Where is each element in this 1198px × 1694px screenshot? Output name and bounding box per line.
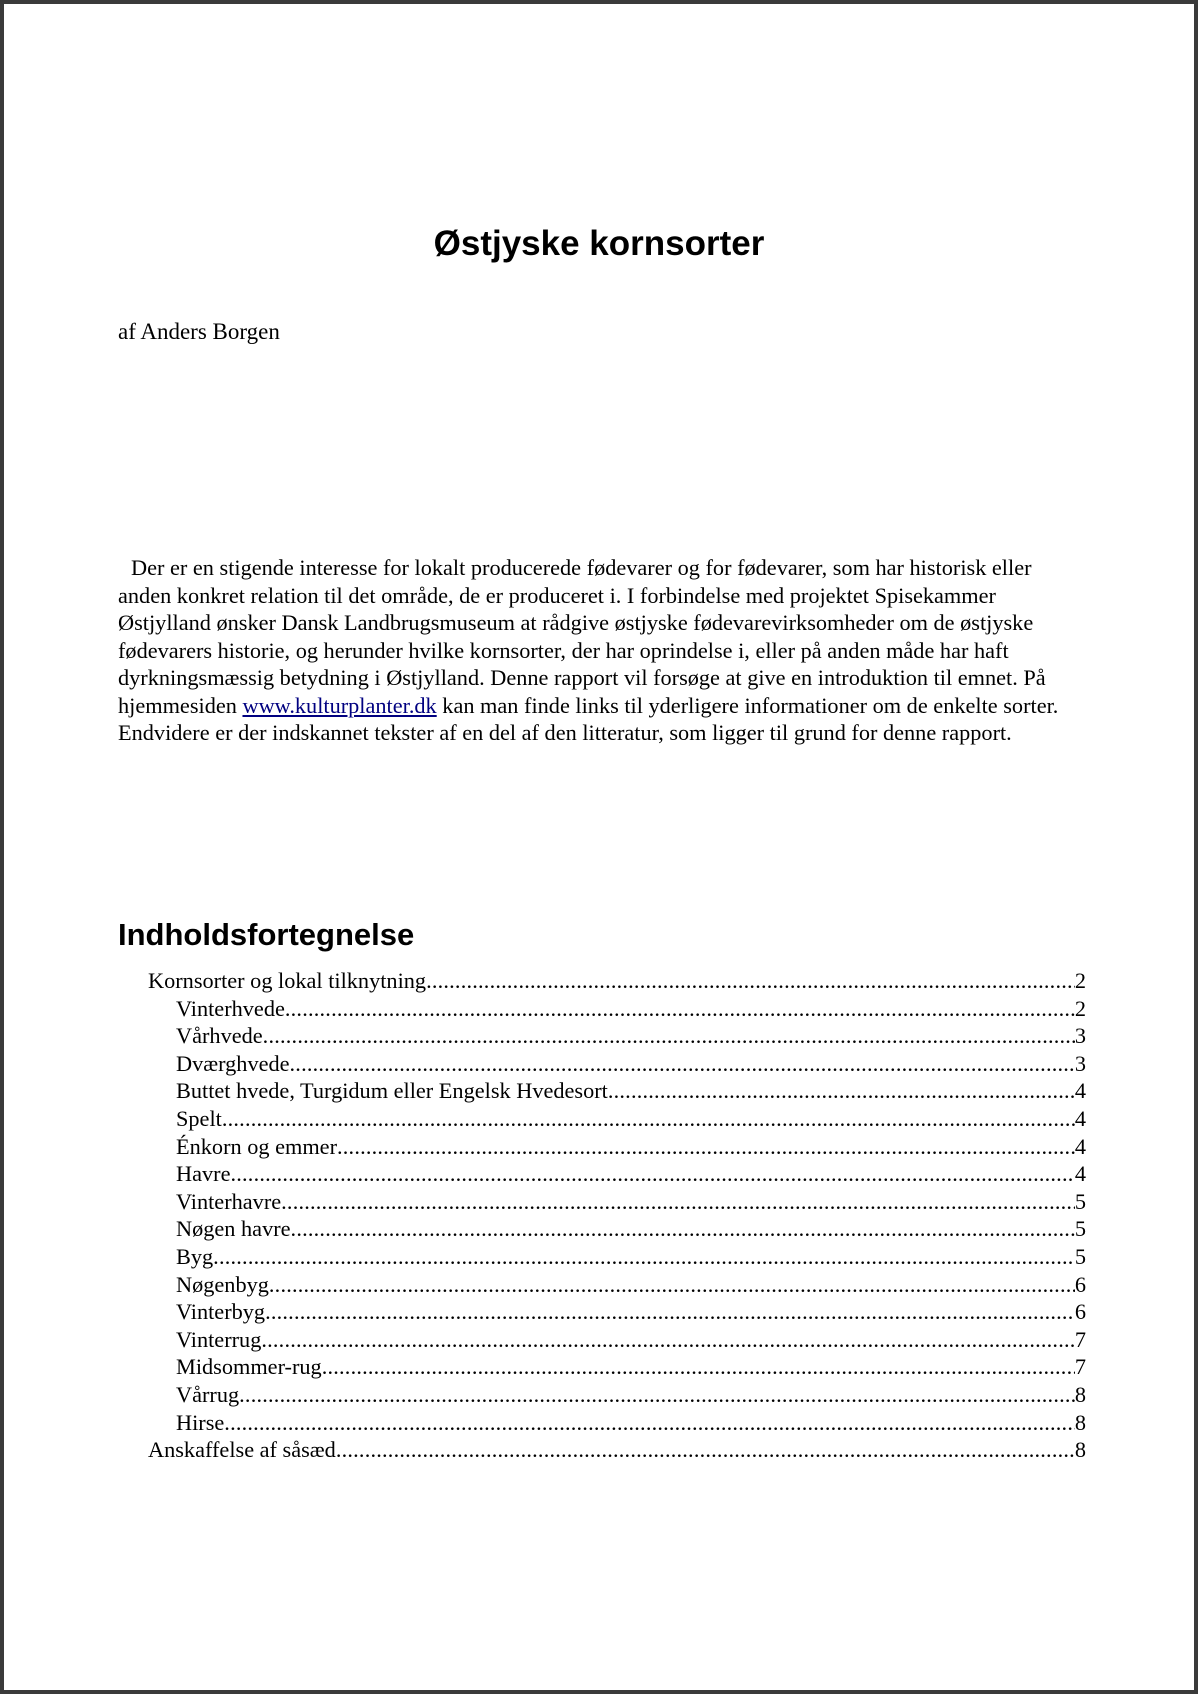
toc-leader-dots: [239, 1381, 1075, 1409]
toc-entry[interactable]: [118, 1022, 1086, 1050]
toc-leader-dots: [291, 1215, 1075, 1243]
table-of-contents: [118, 967, 1086, 1464]
toc-leader-dots: [261, 1326, 1074, 1354]
toc-leader-dots: [608, 1077, 1075, 1105]
toc-entry-title: Havre: [176, 1161, 231, 1187]
toc-entry[interactable]: [118, 1077, 1086, 1105]
toc-entry[interactable]: [118, 1160, 1086, 1188]
toc-page-number: 2: [1074, 968, 1086, 993]
toc-entry[interactable]: [118, 995, 1086, 1023]
toc-leader-dots: [290, 1050, 1075, 1078]
toc-page-number: 5: [1074, 1216, 1086, 1242]
toc-page-number: 8: [1074, 1437, 1086, 1463]
toc-entry-title: Hirse: [176, 1409, 225, 1435]
toc-leader-dots: [426, 967, 1075, 995]
toc-leader-dots: [336, 1436, 1075, 1464]
toc-entry[interactable]: [118, 1188, 1086, 1216]
toc-entry-title: Nøgenbyg: [176, 1271, 269, 1297]
toc-page-number: 5: [1074, 1188, 1086, 1214]
intro-paragraph: [118, 554, 1078, 747]
toc-leader-dots: [265, 1298, 1075, 1326]
toc-page-number: 8: [1074, 1381, 1086, 1407]
toc-entry[interactable]: [118, 967, 1086, 995]
document-page: [4, 4, 1194, 1690]
toc-page-number: 4: [1074, 1105, 1086, 1131]
toc-page-number: 3: [1074, 1050, 1086, 1076]
toc-page-number: 7: [1074, 1326, 1086, 1352]
document-title: Østjyske kornsorter: [433, 224, 765, 263]
toc-entry-title: Nøgen havre: [176, 1216, 291, 1242]
toc-entry-title: Vinterhvede: [176, 995, 285, 1021]
intro-text-after-link: kan man finde links til yderligere informationer om de enkelte sorter. Endvidere er der indskannet tekster af en del af den litteratur, som ligger til grund for denne rapport.: [118, 692, 1059, 745]
toc-leader-dots: [224, 1409, 1075, 1437]
toc-entry[interactable]: [118, 1050, 1086, 1078]
toc-leader-dots: [269, 1271, 1075, 1299]
toc-entry[interactable]: [118, 1105, 1086, 1133]
toc-page-number: 6: [1074, 1299, 1086, 1325]
toc-page-number: 2: [1074, 995, 1086, 1021]
toc-leader-dots: [322, 1353, 1075, 1381]
toc-entry-title: Dværghvede: [176, 1050, 290, 1076]
toc-leader-dots: [263, 1022, 1075, 1050]
toc-entry-title: Vinterbyg: [176, 1299, 266, 1325]
toc-leader-dots: [222, 1105, 1075, 1133]
toc-page-number: 4: [1074, 1133, 1086, 1159]
kulturplanter-link[interactable]: www.kulturplanter.dk: [242, 692, 437, 718]
toc-entry[interactable]: [118, 1298, 1086, 1326]
toc-entry[interactable]: [118, 1133, 1086, 1161]
toc-entry-title: Vinterrug: [176, 1326, 262, 1352]
toc-entry-title: Kornsorter og lokal tilknytning: [148, 968, 427, 993]
toc-entry-title: Vårrug: [176, 1381, 240, 1407]
toc-entry[interactable]: [118, 1381, 1086, 1409]
toc-entry-title: Vinterhavre: [176, 1188, 282, 1214]
toc-leader-dots: [213, 1243, 1075, 1271]
toc-leader-dots: [281, 1188, 1075, 1216]
author-line: af Anders Borgen: [118, 319, 280, 344]
toc-entry[interactable]: [118, 1215, 1086, 1243]
toc-entry[interactable]: [118, 1353, 1086, 1381]
toc-entry[interactable]: [118, 1409, 1086, 1437]
toc-page-number: 4: [1074, 1161, 1086, 1187]
intro-text-before-link: Der er en stigende interesse for lokalt producerede fødevarer og for fødevarer, som har historisk eller anden konkret relation til det område, de er produceret i. I forbindelse med projektet Spisekammer Østjylland ønsker Dansk Landbrugsmuseum at rådgive østjyske fødevarevirksomheder om de østjyske fødevarers historie, og herunder hvilke kornsorter, der har oprindelse i, eller på anden måde har haft dyrkningsmæssig betydning i Østjylland. Denne rapport vil forsøge at give en introduktion til emnet. På hjemmesiden: [118, 555, 1046, 718]
toc-page-number: 3: [1074, 1023, 1086, 1049]
toc-page-number: 7: [1074, 1354, 1086, 1380]
toc-entry-title: Vårhvede: [176, 1023, 263, 1049]
toc-page-number: 6: [1074, 1271, 1086, 1297]
toc-entry[interactable]: [118, 1436, 1086, 1464]
toc-entry[interactable]: [118, 1326, 1086, 1354]
toc-entry[interactable]: [118, 1271, 1086, 1299]
toc-entry-title: Byg: [176, 1243, 214, 1269]
toc-entry-title: Spelt: [176, 1105, 222, 1131]
toc-entry-title: Midsommer-rug: [176, 1354, 322, 1380]
toc-entry-title: Anskaffelse af såsæd: [148, 1437, 336, 1463]
toc-entry[interactable]: [118, 1243, 1086, 1271]
toc-entry-title: Buttet hvede, Turgidum eller Engelsk Hvedesort: [176, 1078, 608, 1104]
toc-leader-dots: [337, 1133, 1075, 1161]
toc-entry-title: Énkorn og emmer: [176, 1133, 337, 1159]
toc-page-number: 8: [1074, 1409, 1086, 1435]
toc-leader-dots: [230, 1160, 1074, 1188]
toc-page-number: 5: [1074, 1243, 1086, 1269]
toc-leader-dots: [285, 995, 1075, 1023]
toc-heading: Indholdsfortegnelse: [118, 917, 415, 952]
toc-page-number: 4: [1074, 1078, 1086, 1104]
